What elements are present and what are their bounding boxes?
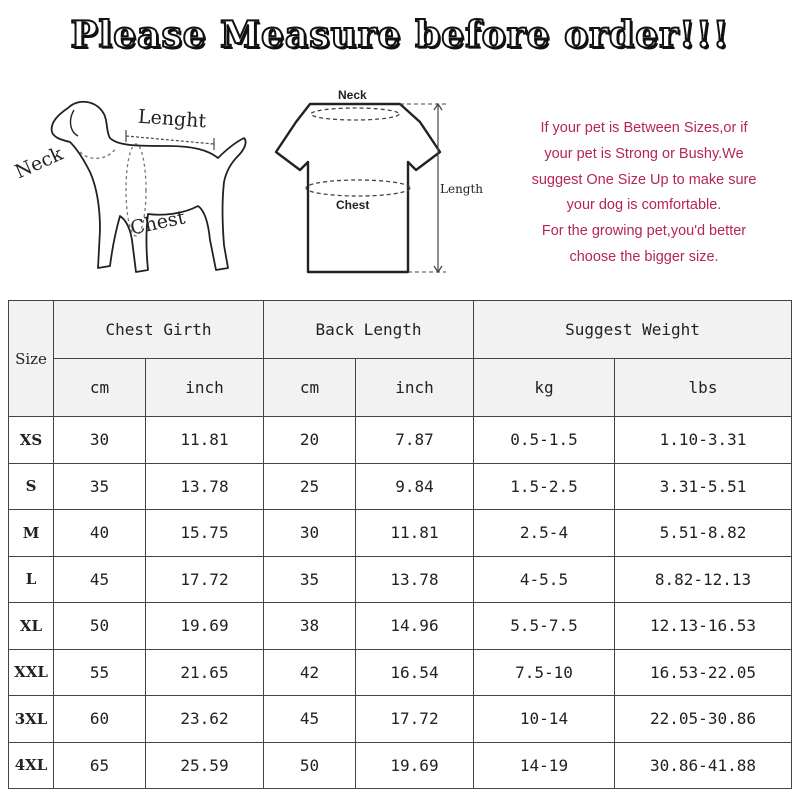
unit-header: kg xyxy=(474,359,615,417)
table-cell: 4-5.5 xyxy=(474,556,615,603)
table-cell: 3.31-5.51 xyxy=(615,463,792,510)
dog-measure-diagram xyxy=(8,80,258,290)
table-cell: 13.78 xyxy=(146,463,264,510)
unit-header: cm xyxy=(264,359,356,417)
table-cell: 11.81 xyxy=(356,510,474,557)
table-cell: 35 xyxy=(264,556,356,603)
table-cell: 17.72 xyxy=(356,696,474,743)
table-cell: 19.69 xyxy=(146,603,264,650)
size-cell: XXL xyxy=(9,649,54,696)
size-column-header: Size xyxy=(9,301,54,417)
table-cell: 14.96 xyxy=(356,603,474,650)
table-cell: 50 xyxy=(54,603,146,650)
unit-header: lbs xyxy=(615,359,792,417)
table-row xyxy=(9,696,792,743)
table-cell: 21.65 xyxy=(146,649,264,696)
table-cell: 45 xyxy=(54,556,146,603)
suggest-weight-header: Suggest Weight xyxy=(474,301,792,359)
table-cell: 65 xyxy=(54,742,146,789)
advice-line: For the growing pet,you'd better xyxy=(541,223,747,240)
table-cell: 42 xyxy=(264,649,356,696)
shirt-neck-label: Neck xyxy=(338,88,367,102)
advice-line: suggest One Size Up to make sure xyxy=(531,171,757,188)
table-cell: 10-14 xyxy=(474,696,615,743)
table-row xyxy=(9,463,792,510)
table-cell: 25.59 xyxy=(146,742,264,789)
table-cell: 1.10-3.31 xyxy=(615,417,792,464)
unit-header: cm xyxy=(54,359,146,417)
advice-line: choose the bigger size. xyxy=(569,248,719,265)
table-cell: 7.5-10 xyxy=(474,649,615,696)
table-cell: 25 xyxy=(264,463,356,510)
table-row xyxy=(9,742,792,789)
size-cell: L xyxy=(9,556,54,603)
table-cell: 40 xyxy=(54,510,146,557)
table-cell: 0.5-1.5 xyxy=(474,417,615,464)
table-cell: 13.78 xyxy=(356,556,474,603)
dog-neck-label: Neck xyxy=(11,142,67,184)
table-cell: 12.13-16.53 xyxy=(615,603,792,650)
table-cell: 22.05-30.86 xyxy=(615,696,792,743)
table-cell: 50 xyxy=(264,742,356,789)
table-cell: 55 xyxy=(54,649,146,696)
table-cell: 5.5-7.5 xyxy=(474,603,615,650)
table-cell: 19.69 xyxy=(356,742,474,789)
table-cell: 14-19 xyxy=(474,742,615,789)
size-chart-table xyxy=(8,300,792,789)
size-cell: M xyxy=(9,510,54,557)
dog-outline-icon xyxy=(8,80,258,290)
dog-length-label: Lenght xyxy=(137,105,207,133)
table-cell: 30 xyxy=(54,417,146,464)
sizing-advice xyxy=(504,116,784,271)
chest-girth-header: Chest Girth xyxy=(54,301,264,359)
table-row xyxy=(9,556,792,603)
unit-header: inch xyxy=(356,359,474,417)
table-cell: 45 xyxy=(264,696,356,743)
dog-chest-label: Chest xyxy=(128,206,188,240)
table-cell: 16.53-22.05 xyxy=(615,649,792,696)
table-row xyxy=(9,510,792,557)
advice-line: If your pet is Between Sizes,or if xyxy=(540,120,748,136)
shirt-length-label: Length xyxy=(440,182,484,196)
table-cell: 11.81 xyxy=(146,417,264,464)
table-cell: 60 xyxy=(54,696,146,743)
table-row xyxy=(9,649,792,696)
size-cell: XS xyxy=(9,417,54,464)
table-cell: 30.86-41.88 xyxy=(615,742,792,789)
table-cell: 16.54 xyxy=(356,649,474,696)
shirt-chest-label: Chest xyxy=(336,198,370,212)
unit-header: inch xyxy=(146,359,264,417)
size-cell: 3XL xyxy=(9,696,54,743)
table-cell: 38 xyxy=(264,603,356,650)
back-length-header: Back Length xyxy=(264,301,474,359)
table-cell: 17.72 xyxy=(146,556,264,603)
size-cell: XL xyxy=(9,603,54,650)
table-group-header-row xyxy=(9,301,792,359)
table-cell: 20 xyxy=(264,417,356,464)
table-cell: 1.5-2.5 xyxy=(474,463,615,510)
size-cell: S xyxy=(9,463,54,510)
table-cell: 5.51-8.82 xyxy=(615,510,792,557)
table-cell: 7.87 xyxy=(356,417,474,464)
table-row xyxy=(9,417,792,464)
size-cell: 4XL xyxy=(9,742,54,789)
table-unit-header-row xyxy=(9,359,792,417)
table-cell: 8.82-12.13 xyxy=(615,556,792,603)
page-headline: Please Measure before order!!! xyxy=(70,14,730,56)
table-cell: 9.84 xyxy=(356,463,474,510)
advice-line: your dog is comfortable. xyxy=(566,197,722,214)
shirt-measure-diagram xyxy=(268,82,500,282)
table-cell: 35 xyxy=(54,463,146,510)
table-cell: 30 xyxy=(264,510,356,557)
table-row xyxy=(9,603,792,650)
table-cell: 15.75 xyxy=(146,510,264,557)
table-cell: 23.62 xyxy=(146,696,264,743)
table-cell: 2.5-4 xyxy=(474,510,615,557)
advice-line: your pet is Strong or Bushy.We xyxy=(544,145,744,162)
size-rows xyxy=(9,417,792,789)
